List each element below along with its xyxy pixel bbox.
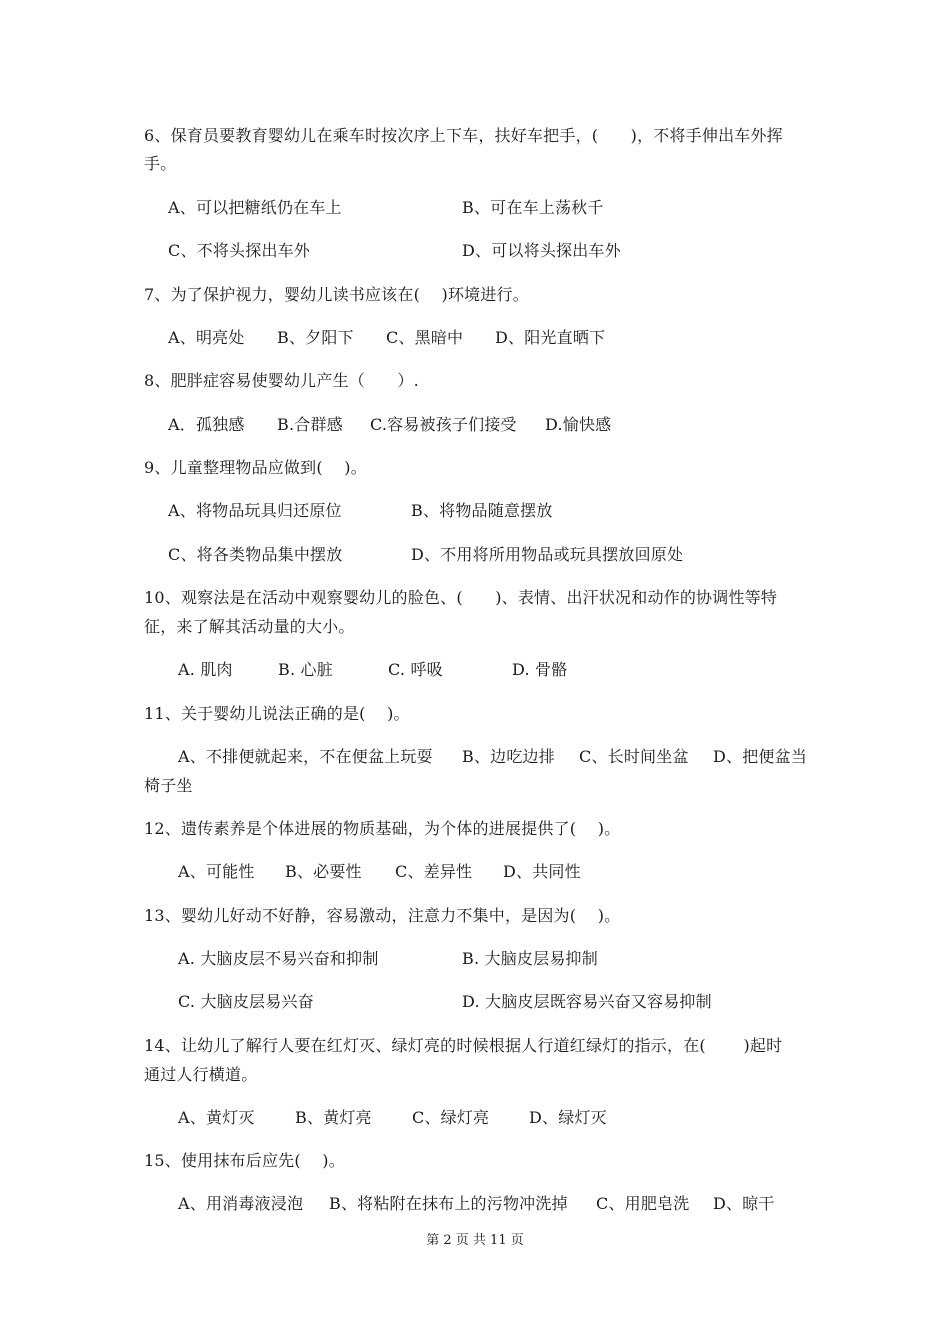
question-14-option-b: B、黄灯亮 — [295, 1108, 372, 1127]
question-7-option-c: C、黑暗中 — [386, 328, 464, 347]
question-10-option-d: D. 骨骼 — [512, 660, 568, 679]
question-9-option-d: D、不用将所用物品或玩具摆放回原处 — [411, 545, 684, 564]
question-8-option-a: A．孤独感 — [168, 415, 245, 434]
question-12-option-d: D、共同性 — [503, 862, 581, 881]
question-14-stem-cont: 通过人行横道。 — [144, 1065, 258, 1084]
question-11-option-d-cont: 椅子坐 — [144, 776, 193, 795]
question-6-option-c: C、不将头探出车外 — [168, 241, 311, 260]
question-11-option-d: D、把便盆当 — [713, 747, 808, 766]
question-11-stem: 11、关于婴幼儿说法正确的是( )。 — [144, 704, 410, 723]
question-9-option-c: C、将各类物品集中摆放 — [168, 545, 343, 564]
question-14-option-d: D、绿灯灭 — [529, 1108, 607, 1127]
question-7-stem: 7、为了保护视力，婴幼儿读书应该在( )环境进行。 — [144, 285, 529, 304]
question-11-option-b: B、边吃边排 — [462, 747, 555, 766]
question-8-option-c: C.容易被孩子们接受 — [370, 415, 517, 434]
question-10-stem: 10、观察法是在活动中观察婴幼儿的脸色、( )、表情、出汗状况和动作的协调性等特 — [144, 588, 778, 607]
question-12-option-c: C、差异性 — [395, 862, 473, 881]
question-13-option-d: D. 大脑皮层既容易兴奋又容易抑制 — [462, 992, 712, 1011]
question-11-option-a: A、不排便就起来，不在便盆上玩耍 — [178, 747, 433, 766]
question-7-option-d: D、阳光直晒下 — [495, 328, 606, 347]
question-6-stem: 6、保育员要教育婴幼儿在乘车时按次序上下车，扶好车把手，( )，不将手伸出车外挥 — [144, 126, 783, 145]
question-6-option-d: D、可以将头探出车外 — [462, 241, 621, 260]
question-14-stem: 14、让幼儿了解行人要在红灯灭、绿灯亮的时候根据人行道红绿灯的指示，在( )起时 — [144, 1036, 783, 1055]
question-13-option-c: C. 大脑皮层易兴奋 — [178, 992, 314, 1011]
question-9-option-b: B、将物品随意摆放 — [411, 501, 553, 520]
question-10-option-b: B. 心脏 — [278, 660, 333, 679]
question-10-option-a: A. 肌肉 — [178, 660, 233, 679]
page-number-footer: 第 2 页 共 11 页 — [426, 1233, 524, 1248]
question-14-option-c: C、绿灯亮 — [412, 1108, 490, 1127]
question-6-option-a: A、可以把糖纸仍在车上 — [168, 198, 342, 217]
question-10-option-c: C. 呼吸 — [388, 660, 443, 679]
question-12-option-a: A、可能性 — [178, 862, 255, 881]
question-11-option-c: C、长时间坐盆 — [579, 747, 689, 766]
question-12-stem: 12、遗传素养是个体进展的物质基础，为个体的进展提供了( )。 — [144, 819, 621, 838]
question-14-option-a: A、黄灯灭 — [178, 1108, 255, 1127]
question-15-option-d: D、晾干 — [713, 1194, 775, 1213]
question-15-stem: 15、使用抹布后应先( )。 — [144, 1151, 345, 1170]
question-7-option-a: A、明亮处 — [168, 328, 245, 347]
question-15-option-a: A、用消毒液浸泡 — [178, 1194, 304, 1213]
question-9-option-a: A、将物品玩具归还原位 — [168, 501, 342, 520]
question-13-option-b: B. 大脑皮层易抑制 — [462, 949, 598, 968]
question-9-stem: 9、儿童整理物品应做到( )。 — [144, 458, 367, 477]
question-7-option-b: B、夕阳下 — [277, 328, 354, 347]
question-8-option-b: B.合群感 — [277, 415, 343, 434]
question-6-stem-cont: 手。 — [144, 154, 177, 173]
question-10-stem-cont: 征，来了解其活动量的大小。 — [144, 617, 355, 636]
question-13-option-a: A. 大脑皮层不易兴奋和抑制 — [178, 949, 379, 968]
question-8-option-d: D.愉快感 — [545, 415, 612, 434]
question-12-option-b: B、必要性 — [285, 862, 362, 881]
question-15-option-b: B、将粘附在抹布上的污物冲洗掉 — [329, 1194, 568, 1213]
question-13-stem: 13、婴幼儿好动不好静，容易激动，注意力不集中，是因为( )。 — [144, 906, 621, 925]
question-6-option-b: B、可在车上荡秋千 — [462, 198, 604, 217]
question-15-option-c: C、用肥皂洗 — [596, 1194, 690, 1213]
question-8-stem: 8、肥胖症容易使婴幼儿产生（ ）. — [144, 371, 419, 390]
